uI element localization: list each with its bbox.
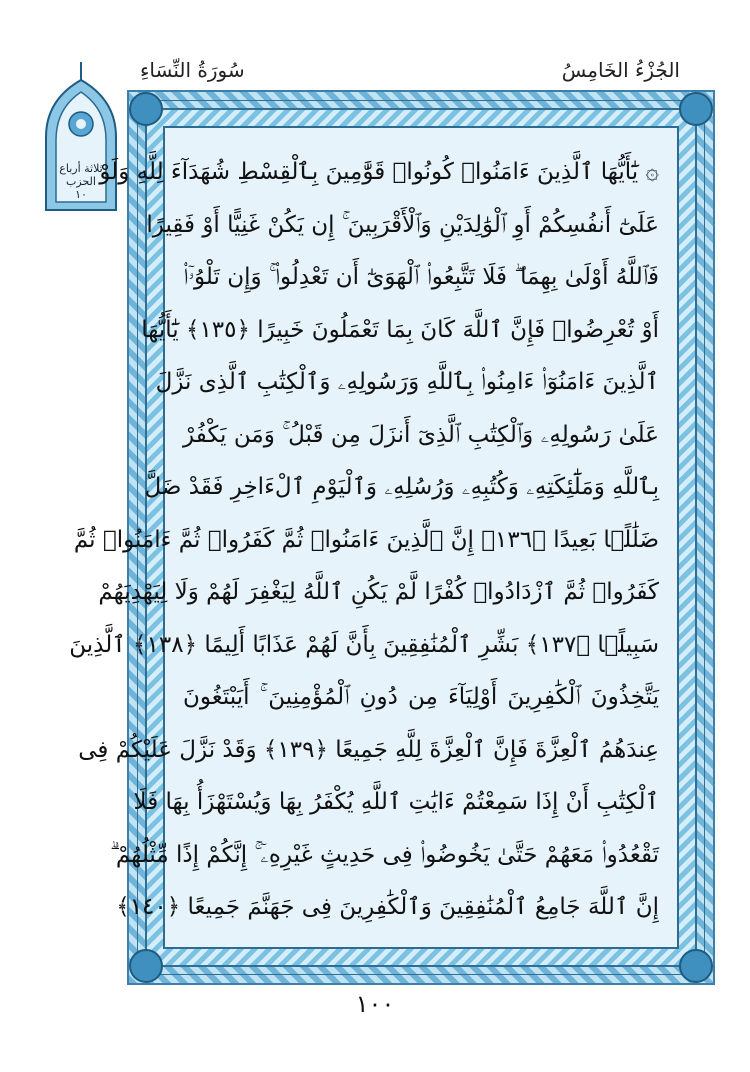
verse-line: عَلَىٰٓ أَنفُسِكُمْ أَوِ ٱلْوَٰلِدَيْنِ وَٱلْأَقْرَبِينَ ۚ إِن يَكُنْ غَنِيًّا أَوْ فَقِيرًا [146,211,659,238]
verse-line: عِندَهُمُ ٱلْعِزَّةَ فَإِنَّ ٱلْعِزَّةَ لِلَّهِ جَمِيعًا ﴿١٣٩﴾ وَقَدْ نَزَّلَ عَلَيْكُمْ فِى [78,736,659,763]
verse-line: أَوْ تُعْرِضُوا۟ فَإِنَّ ٱللَّهَ كَانَ بِمَا تَعْمَلُونَ خَبِيرًا ﴿١٣٥﴾ يَٰٓأَيُّهَا [141,316,659,343]
verse-line: عَلَىٰ رَسُولِهِۦ وَٱلْكِتَٰبِ ٱلَّذِىٓ أَنزَلَ مِن قَبْلُ ۚ وَمَن يَكْفُرْ [183,421,659,448]
verse-line: بِٱللَّهِ وَمَلَٰٓئِكَتِهِۦ وَكُتُبِهِۦ وَرُسُلِهِۦ وَٱلْيَوْمِ ٱلْءَاخِرِ فَقَدْ ضَلَّ [144,474,659,500]
hizb-label-quarter: ثلاثة أرباع [59,162,103,175]
verse-line: تَقْعُدُوا۟ مَعَهُمْ حَتَّىٰ يَخُوضُوا۟ فِى حَدِيثٍ غَيْرِهِۦٓ ۚ إِنَّكُمْ إِذًا مِّثْلُهُمْ ۗ [110,841,659,868]
verse-line: إِنَّ ٱللَّهَ جَامِعُ ٱلْمُنَٰفِقِينَ وَٱلْكَٰفِرِينَ فِى جَهَنَّمَ جَمِيعًا ﴿١٤٠﴾ [116,894,659,920]
juz-name: الجُزْءُ الخَامِسُ [561,58,680,82]
corner-ornament-icon [679,949,713,983]
verse-line: كَفَرُوا۟ ثُمَّ ٱزْدَادُوا۟ كُفْرًا لَّمْ يَكُنِ ٱللَّهُ لِيَغْفِرَ لَهُمْ وَلَا لِيَهْدِيَهُمْ [98,579,659,605]
verse-line: ۞ يَٰٓأَيُّهَا ٱلَّذِينَ ءَامَنُوا۟ كُونُوا۟ قَوَّٰمِينَ بِٱلْقِسْطِ شُهَدَآءَ لِلَّهِ وَلَوْ [99,159,659,185]
verse-line: سَبِيلًۢا ﴿١٣٧﴾ بَشِّرِ ٱلْمُنَٰفِقِينَ بِأَنَّ لَهُمْ عَذَابًا أَلِيمًا ﴿١٣٨﴾ ٱلَّذِينَ [69,631,659,658]
corner-ornament-icon [129,949,163,983]
verse-line: فَٱللَّهُ أَوْلَىٰ بِهِمَا ۖ فَلَا تَتَّبِعُوا۟ ٱلْهَوَىٰٓ أَن تَعْدِلُوا۟ ۚ وَإِن تَلْوُۥٓا۟ [183,264,659,290]
verse-line: ضَلَٰلًۢا بَعِيدًا ﴿١٣٦﴾ إِنَّ ٱلَّذِينَ ءَامَنُوا۟ ثُمَّ كَفَرُوا۟ ثُمَّ ءَامَنُوا۟ ثُمَّ [73,526,659,553]
corner-ornament-icon [679,92,713,126]
corner-ornament-icon [129,92,163,126]
verse-line: يَتَّخِذُونَ ٱلْكَٰفِرِينَ أَوْلِيَآءَ مِن دُونِ ٱلْمُؤْمِنِينَ ۚ أَيَبْتَغُونَ [183,684,659,710]
surah-name: سُورَةُ النِّسَاءِ [140,58,245,82]
hizb-label-hizb: الحزب [66,175,96,188]
page-number: ١٠٠ [355,990,395,1018]
verse-line: ٱلْكِتَٰبِ أَنْ إِذَا سَمِعْتُمْ ءَايَٰتِ ٱللَّهِ يُكْفَرُ بِهَا وَيُسْتَهْزَأُ بِهَا فَلَا [133,789,659,815]
hizb-number: ١٠ [75,188,87,201]
verse-line: ٱلَّذِينَ ءَامَنُوٓا۟ ءَامِنُوا۟ بِٱللَّهِ وَرَسُولِهِۦ وَٱلْكِتَٰبِ ٱلَّذِى نَزَّلَ [155,369,659,395]
